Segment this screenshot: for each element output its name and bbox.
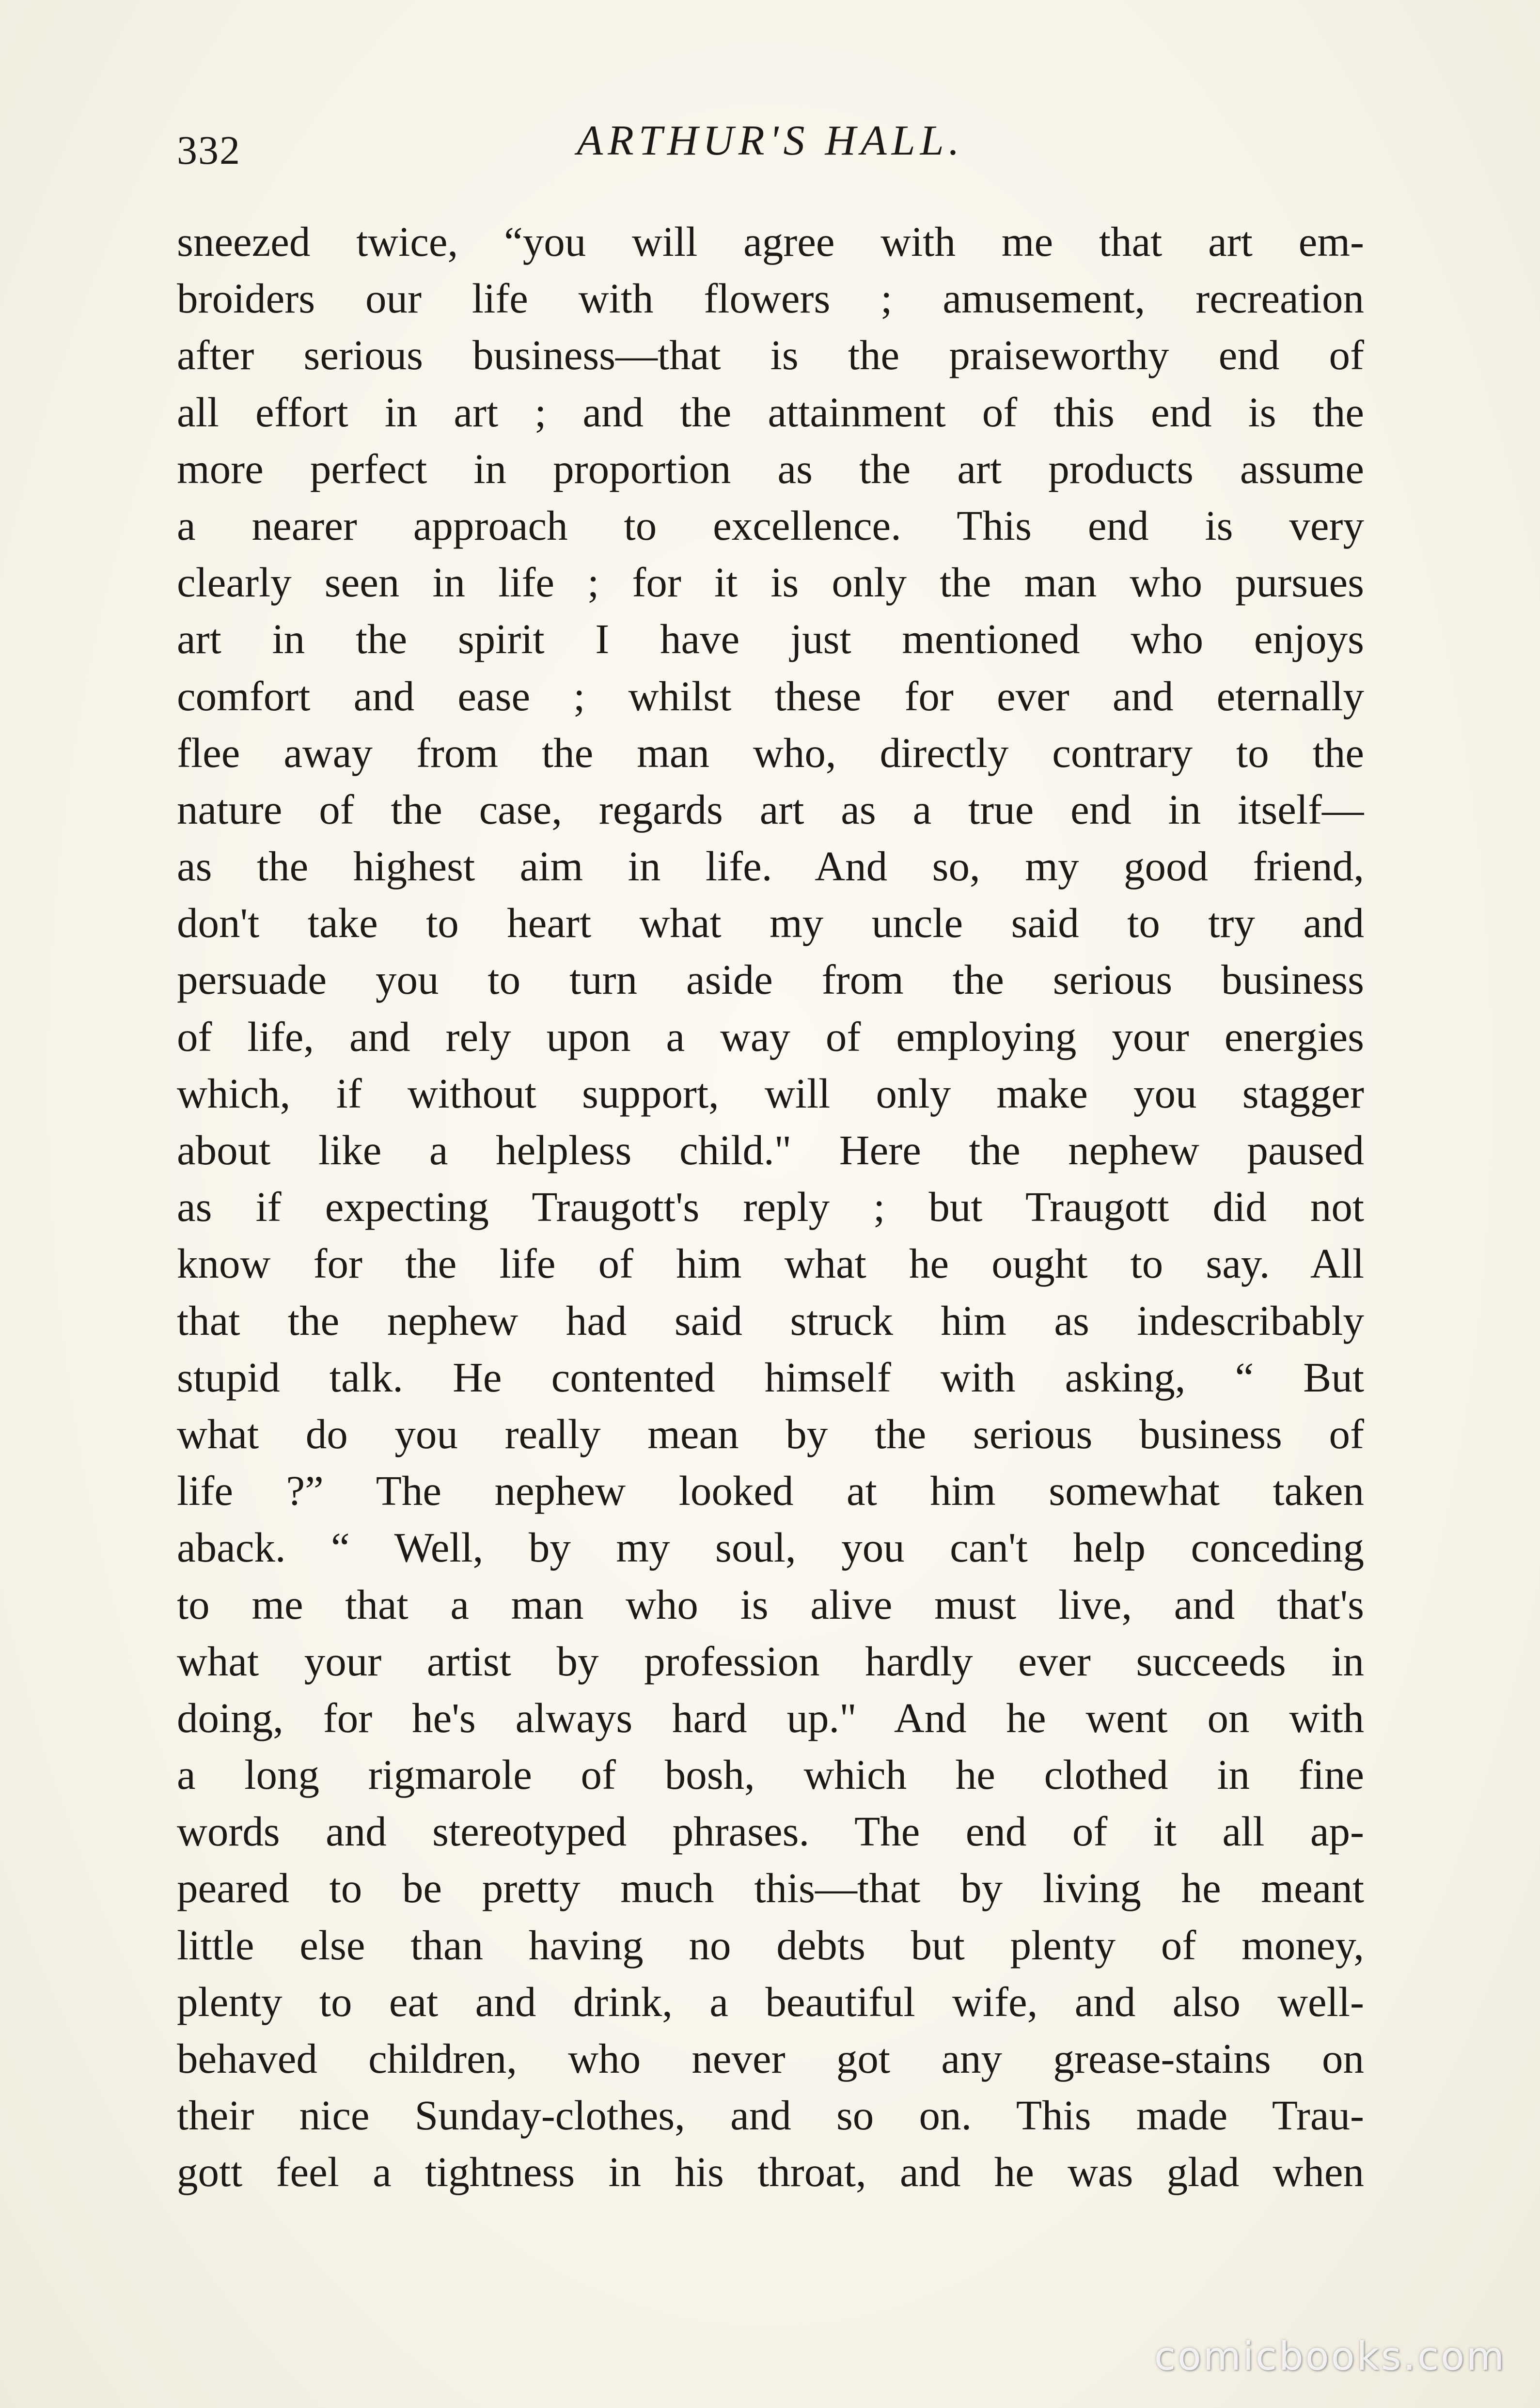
text-line: what do you really mean by the serious business of [177,1410,1364,1457]
text-line: aback. “ Well, by my soul, you can't help conceding [177,1524,1364,1571]
text-line: gott feel a tightness in his throat, and he was glad when [177,2148,1364,2196]
text-line: clearly seen in life ; for it is only the man who pursues [177,559,1364,606]
text-line: that the nephew had said struck him as indescribably [177,1297,1364,1344]
running-head: ARTHUR'S HALL. [577,117,964,164]
text-line: life ?” The nephew looked at him somewhat taken [177,1467,1364,1515]
text-line: plenty to eat and drink, a beautiful wife, and also well- [177,1978,1364,2025]
text-line: stupid talk. He contented himself with asking, “ But [177,1353,1364,1401]
text-line: peared to be pretty much this—that by living he meant [177,1864,1364,1912]
text-line: as the highest aim in life. And so, my good friend, [177,843,1364,890]
text-line: which, if without support, will only make you stagger [177,1069,1364,1117]
body-text [177,213,1364,2201]
text-line: persuade you to turn aside from the serious business [177,956,1364,1003]
text-line: comfort and ease ; whilst these for ever and eternally [177,672,1364,719]
text-line: nature of the case, regards art as a true end in itself— [177,785,1364,833]
text-line: a long rigmarole of bosh, which he clothed in fine [177,1751,1364,1798]
text-line: art in the spirit I have just mentioned who enjoys [177,615,1364,663]
text-line: sneezed twice, “you will agree with me that art em- [177,218,1364,265]
text-line: doing, for he's always hard up." And he went on with [177,1694,1364,1741]
text-line: don't take to heart what my uncle said to try and [177,899,1364,947]
page-number: 332 [177,128,241,173]
text-line: about like a helpless child." Here the nephew paused [177,1126,1364,1173]
text-line: of life, and rely upon a way of employing your energies [177,1013,1364,1060]
text-line: know for the life of him what he ought to say. All [177,1240,1364,1287]
text-line: more perfect in proportion as the art products assume [177,445,1364,492]
text-line: behaved children, who never got any grease-stains on [177,2035,1364,2082]
text-line: as if expecting Traugott's reply ; but Traugott did not [177,1183,1364,1231]
text-line: their nice Sunday-clothes, and so on. This made Trau- [177,2092,1364,2139]
text-line: flee away from the man who, directly contrary to the [177,729,1364,776]
text-line: what your artist by profession hardly ever succeeds in [177,1637,1364,1685]
watermark: comicbooks.com [1154,2334,1506,2379]
text-line: after serious business—that is the praiseworthy end of [177,331,1364,379]
text-line: all effort in art ; and the attainment of this end is the [177,388,1364,436]
text-line: to me that a man who is alive must live, and that's [177,1580,1364,1628]
text-line: broiders our life with flowers ; amusement, recreation [177,275,1364,322]
text-line: a nearer approach to excellence. This end is very [177,501,1364,549]
text-line: words and stereotyped phrases. The end of it all ap- [177,1808,1364,1855]
text-line: little else than having no debts but plenty of money, [177,1921,1364,1969]
page-header [177,116,1364,174]
